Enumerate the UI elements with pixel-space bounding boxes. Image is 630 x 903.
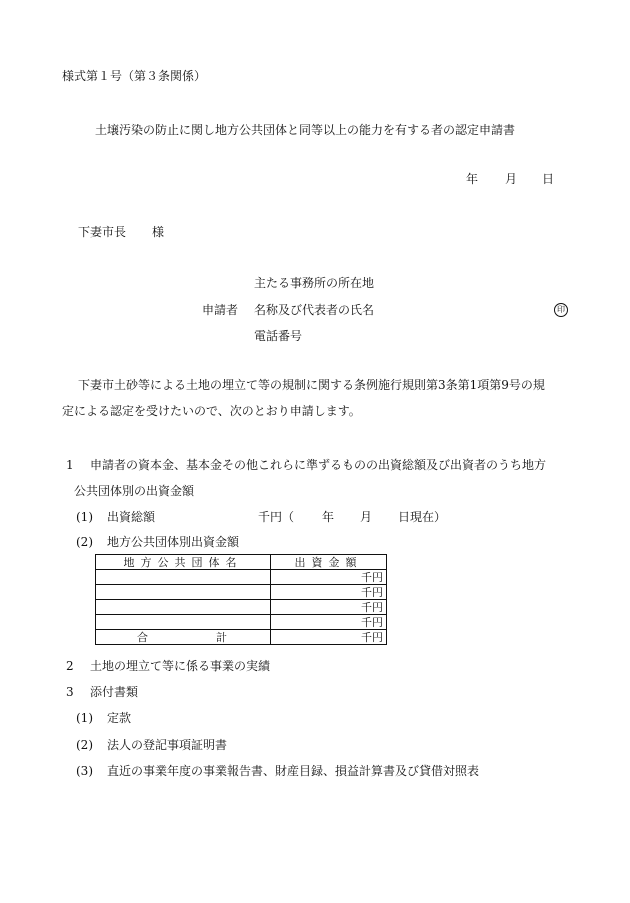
- applicant-phone-label: 電話番号: [254, 329, 303, 343]
- table-cell-amount[interactable]: 千円: [271, 615, 387, 630]
- table-row: [96, 585, 387, 600]
- date-day: 日: [542, 172, 555, 186]
- item-1-label: 出資総額: [107, 510, 156, 524]
- section-2-text: 土地の埋立て等に係る事業の実績: [90, 659, 271, 673]
- section-1-text-line-1: 申請者の資本金、基本金その他これらに準ずるものの出資総額及び出資者のうち地方: [90, 458, 547, 472]
- applicant-office-address-label: 主たる事務所の所在地: [254, 276, 375, 290]
- attachment-2-text: 法人の登記事項証明書: [107, 738, 228, 752]
- item-1-unit: 千円（: [258, 510, 295, 524]
- document-title: 土壌汚染の防止に関し地方公共団体と同等以上の能力を有する者の認定申請書: [95, 123, 516, 137]
- attachment-3-text: 直近の事業年度の事業報告書、財産目録、損益計算書及び貸借対照表: [107, 764, 480, 778]
- table-total-left: 合: [137, 630, 148, 644]
- body-line-1: 下妻市土砂等による土地の埋立て等の規制に関する条例施行規則第3条第1項第9号の規: [78, 378, 545, 392]
- table-cell-amount[interactable]: 千円: [271, 570, 387, 585]
- body-line-2: 定による認定を受けたいので、次のとおり申請します。: [62, 404, 361, 418]
- capital-table: [95, 554, 387, 645]
- table-header-name: 地方公共団体名: [96, 555, 271, 570]
- table-cell-name[interactable]: [96, 600, 271, 615]
- section-3-text: 添付書類: [90, 685, 139, 699]
- section-3-number: 3: [66, 685, 74, 699]
- section-1-text-line-2: 公共団体別の出資金額: [74, 484, 195, 498]
- seal-icon: 印: [554, 303, 568, 317]
- date-year: 年: [466, 172, 479, 186]
- table-header-row: [96, 555, 387, 570]
- addressee-name: 下妻市長: [78, 225, 127, 239]
- attachment-1-text: 定款: [107, 711, 132, 725]
- table-total-right: 計: [216, 630, 227, 644]
- table-total-label: [96, 630, 271, 645]
- table-cell-amount[interactable]: 千円: [271, 585, 387, 600]
- item-2-number: (2): [76, 535, 93, 549]
- table-cell-name[interactable]: [96, 615, 271, 630]
- table-total-amount[interactable]: 千円: [271, 630, 387, 645]
- table-total-row: [96, 630, 387, 645]
- applicant-label: 申請者: [202, 303, 239, 317]
- table-row: [96, 570, 387, 585]
- section-1-number: 1: [66, 458, 74, 472]
- applicant-name-label: 名称及び代表者の氏名: [254, 303, 375, 317]
- table-header-amount: 出資金額: [271, 555, 387, 570]
- item-1-year: 年: [322, 510, 335, 524]
- date-month: 月: [505, 172, 518, 186]
- item-2-label: 地方公共団体別出資金額: [107, 535, 240, 549]
- table-cell-amount[interactable]: 千円: [271, 600, 387, 615]
- item-1-month: 月: [360, 510, 373, 524]
- attachment-2-number: (2): [76, 738, 93, 752]
- table-row: [96, 615, 387, 630]
- item-1-number: (1): [76, 510, 93, 524]
- section-2-number: 2: [66, 659, 74, 673]
- addressee-honorific: 様: [152, 225, 165, 239]
- table-cell-name[interactable]: [96, 570, 271, 585]
- form-number: 様式第１号（第３条関係）: [62, 69, 207, 83]
- table-cell-name[interactable]: [96, 585, 271, 600]
- table-row: [96, 600, 387, 615]
- item-1-asof: 日現在）: [398, 510, 447, 524]
- attachment-1-number: (1): [76, 711, 93, 725]
- attachment-3-number: (3): [76, 764, 93, 778]
